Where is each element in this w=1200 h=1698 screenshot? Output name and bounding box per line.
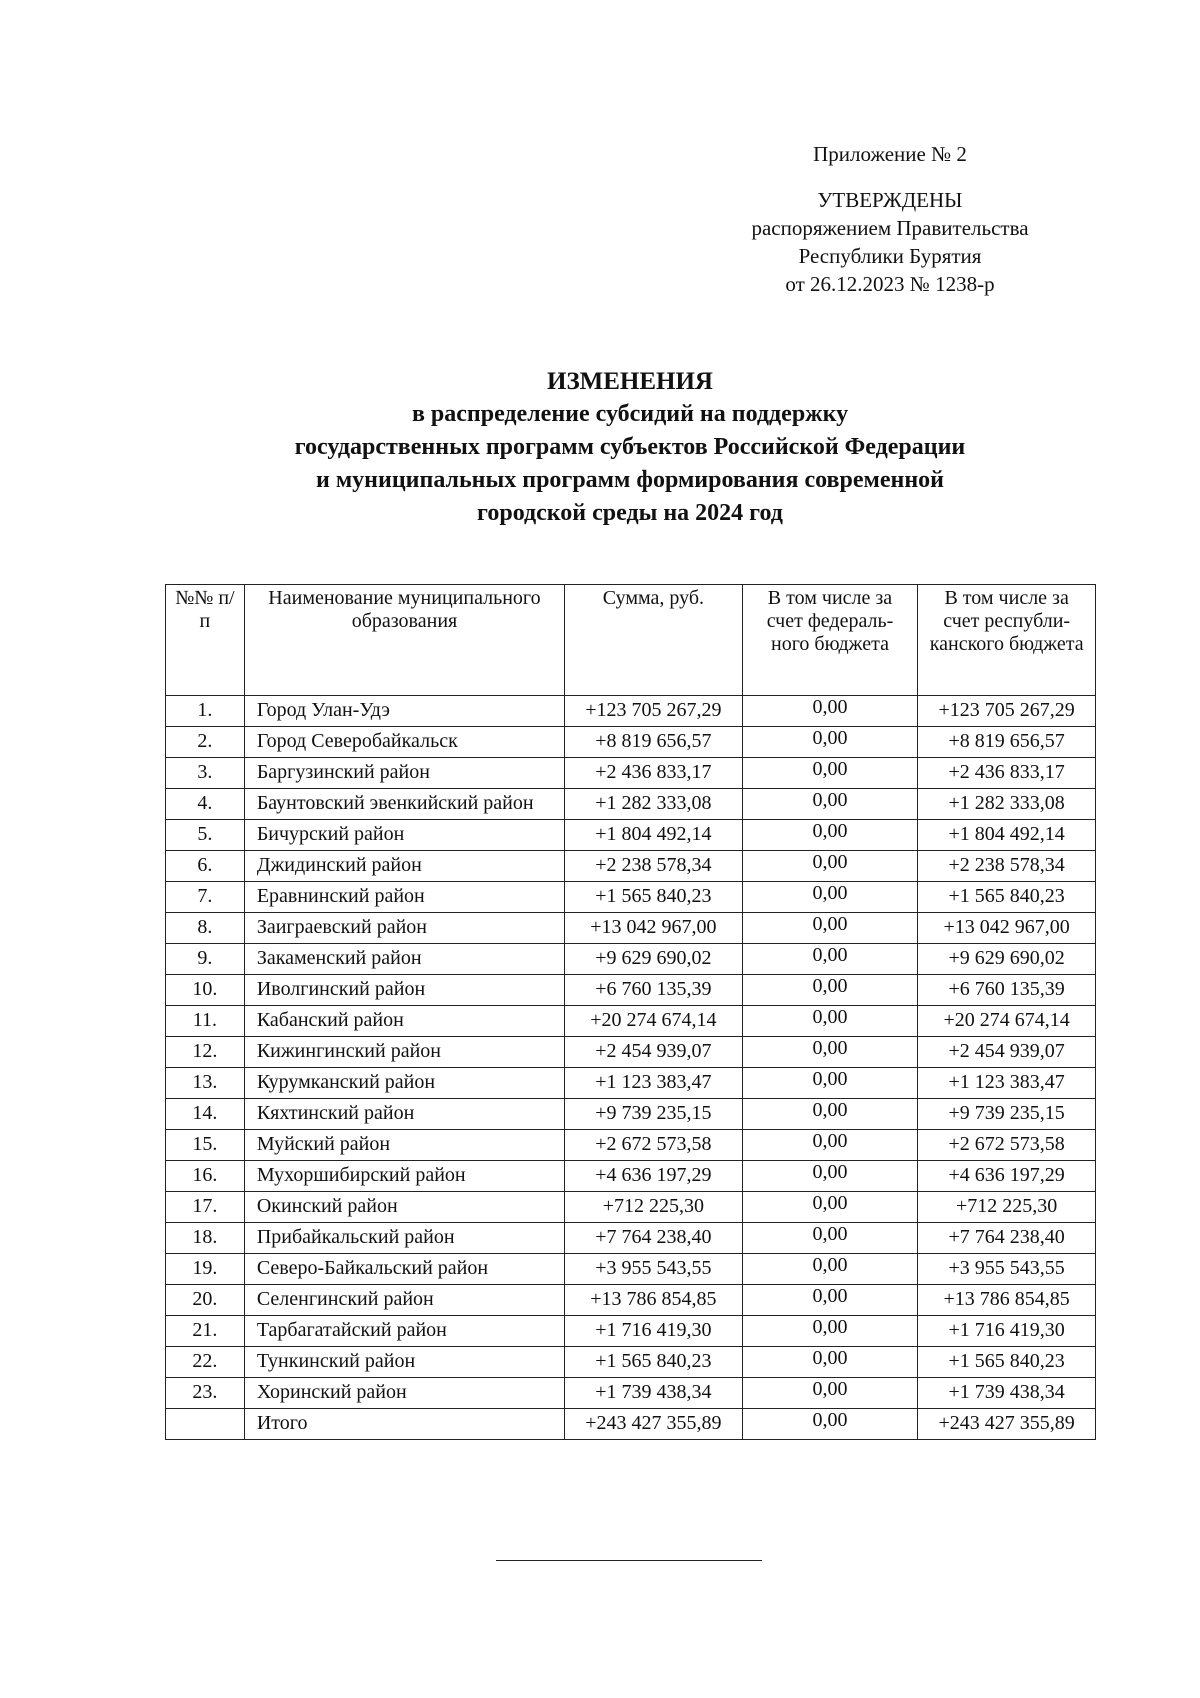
- cell-republic: +1 565 840,23: [918, 1347, 1096, 1378]
- cell-num: 1.: [166, 696, 245, 727]
- title-line-2: государственных программ субъектов Российской Федерации: [294, 434, 966, 460]
- approval-line-2: Республики Бурятия: [798, 244, 982, 268]
- cell-name: Итого: [244, 1409, 564, 1440]
- cell-federal: 0,00: [742, 882, 918, 913]
- cell-sum: +13 786 854,85: [565, 1285, 743, 1316]
- cell-federal: 0,00: [742, 1254, 918, 1285]
- cell-name: Мухоршибирский район: [244, 1161, 564, 1192]
- total-row: [166, 1409, 1096, 1440]
- cell-federal: 0,00: [742, 975, 918, 1006]
- cell-name: Город Северобайкальск: [244, 727, 564, 758]
- cell-federal: 0,00: [742, 1130, 918, 1161]
- cell-sum: +1 804 492,14: [565, 820, 743, 851]
- cell-sum: +1 565 840,23: [565, 1347, 743, 1378]
- cell-sum: +1 282 333,08: [565, 789, 743, 820]
- cell-federal: 0,00: [742, 1192, 918, 1223]
- cell-republic: +7 764 238,40: [918, 1223, 1096, 1254]
- title-line-4: городской среды на 2024 год: [477, 500, 783, 526]
- title-main: ИЗМЕНЕНИЯ: [547, 368, 713, 395]
- cell-name: Кабанский район: [244, 1006, 564, 1037]
- cell-num: 7.: [166, 882, 245, 913]
- cell-num: 6.: [166, 851, 245, 882]
- title-line-1: в распределение субсидий на поддержку: [411, 401, 849, 427]
- cell-republic: +243 427 355,89: [918, 1409, 1096, 1440]
- cell-name: Баунтовский эвенкийский район: [244, 789, 564, 820]
- table-row: [166, 820, 1096, 851]
- cell-sum: +712 225,30: [565, 1192, 743, 1223]
- cell-name: Кяхтинский район: [244, 1099, 564, 1130]
- subsidies-table: [165, 584, 1096, 1440]
- cell-num: 10.: [166, 975, 245, 1006]
- table-row: [166, 1254, 1096, 1285]
- cell-num: 2.: [166, 727, 245, 758]
- cell-republic: +1 739 438,34: [918, 1378, 1096, 1409]
- cell-federal: 0,00: [742, 913, 918, 944]
- table-row: [166, 1316, 1096, 1347]
- header-republic: В том числе за счет республи-канского бюджета: [918, 585, 1096, 696]
- cell-sum: +4 636 197,29: [565, 1161, 743, 1192]
- cell-num: 3.: [166, 758, 245, 789]
- table-header-row: [166, 585, 1096, 696]
- cell-sum: +2 454 939,07: [565, 1037, 743, 1068]
- table-row: [166, 1006, 1096, 1037]
- table-row: [166, 913, 1096, 944]
- table-row: [166, 1037, 1096, 1068]
- annex-label: Приложение № 2: [813, 142, 967, 166]
- cell-federal: 0,00: [742, 789, 918, 820]
- table-row: [166, 758, 1096, 789]
- approved-label: УТВЕРЖДЕНЫ: [817, 188, 963, 212]
- cell-republic: +13 786 854,85: [918, 1285, 1096, 1316]
- cell-name: Селенгинский район: [244, 1285, 564, 1316]
- cell-republic: +123 705 267,29: [918, 696, 1096, 727]
- cell-federal: 0,00: [742, 1409, 918, 1440]
- cell-num: 12.: [166, 1037, 245, 1068]
- cell-num: 23.: [166, 1378, 245, 1409]
- cell-federal: 0,00: [742, 1347, 918, 1378]
- cell-republic: +20 274 674,14: [918, 1006, 1096, 1037]
- cell-republic: +9 629 690,02: [918, 944, 1096, 975]
- cell-name: Муйский район: [244, 1130, 564, 1161]
- cell-sum: +2 238 578,34: [565, 851, 743, 882]
- cell-name: Закаменский район: [244, 944, 564, 975]
- cell-federal: 0,00: [742, 727, 918, 758]
- cell-sum: +2 436 833,17: [565, 758, 743, 789]
- table-body: [166, 696, 1096, 1440]
- table-row: [166, 975, 1096, 1006]
- cell-sum: +3 955 543,55: [565, 1254, 743, 1285]
- cell-federal: 0,00: [742, 1037, 918, 1068]
- cell-num: 9.: [166, 944, 245, 975]
- cell-sum: +2 672 573,58: [565, 1130, 743, 1161]
- cell-name: Джидинский район: [244, 851, 564, 882]
- cell-federal: 0,00: [742, 1006, 918, 1037]
- title-line-3: и муниципальных программ формирования современной: [316, 467, 944, 493]
- cell-sum: +1 565 840,23: [565, 882, 743, 913]
- table-row: [166, 1068, 1096, 1099]
- cell-republic: +2 436 833,17: [918, 758, 1096, 789]
- cell-federal: 0,00: [742, 758, 918, 789]
- header-sum: Сумма, руб.: [565, 585, 743, 696]
- cell-num: 19.: [166, 1254, 245, 1285]
- table-row: [166, 882, 1096, 913]
- cell-federal: 0,00: [742, 1378, 918, 1409]
- cell-name: Тункинский район: [244, 1347, 564, 1378]
- table-row: [166, 1161, 1096, 1192]
- cell-republic: +2 238 578,34: [918, 851, 1096, 882]
- cell-name: Курумканский район: [244, 1068, 564, 1099]
- table-row: [166, 944, 1096, 975]
- header-federal: В том числе за счет федераль-ного бюджета: [742, 585, 918, 696]
- cell-name: Бичурский район: [244, 820, 564, 851]
- cell-name: Тарбагатайский район: [244, 1316, 564, 1347]
- cell-federal: 0,00: [742, 851, 918, 882]
- cell-republic: +2 454 939,07: [918, 1037, 1096, 1068]
- cell-sum: +7 764 238,40: [565, 1223, 743, 1254]
- cell-sum: +1 716 419,30: [565, 1316, 743, 1347]
- footer-rule: [496, 1560, 762, 1561]
- table-row: [166, 1347, 1096, 1378]
- table-row: [166, 696, 1096, 727]
- cell-republic: +13 042 967,00: [918, 913, 1096, 944]
- cell-num: 5.: [166, 820, 245, 851]
- cell-sum: +8 819 656,57: [565, 727, 743, 758]
- cell-name: Кижингинский район: [244, 1037, 564, 1068]
- cell-name: Окинский район: [244, 1192, 564, 1223]
- cell-federal: 0,00: [742, 1285, 918, 1316]
- cell-num: [166, 1409, 245, 1440]
- cell-num: 16.: [166, 1161, 245, 1192]
- cell-name: Заиграевский район: [244, 913, 564, 944]
- cell-sum: +1 739 438,34: [565, 1378, 743, 1409]
- cell-federal: 0,00: [742, 820, 918, 851]
- table-row: [166, 1285, 1096, 1316]
- cell-num: 21.: [166, 1316, 245, 1347]
- table-row: [166, 1378, 1096, 1409]
- cell-republic: +1 282 333,08: [918, 789, 1096, 820]
- cell-name: Город Улан-Удэ: [244, 696, 564, 727]
- table-row: [166, 1223, 1096, 1254]
- cell-sum: +1 123 383,47: [565, 1068, 743, 1099]
- cell-sum: +6 760 135,39: [565, 975, 743, 1006]
- document-title: [0, 365, 1200, 530]
- approval-line-3: от 26.12.2023 № 1238-р: [785, 272, 995, 296]
- cell-federal: 0,00: [742, 1068, 918, 1099]
- cell-sum: +13 042 967,00: [565, 913, 743, 944]
- cell-sum: +9 629 690,02: [565, 944, 743, 975]
- cell-name: Баргузинский район: [244, 758, 564, 789]
- cell-num: 11.: [166, 1006, 245, 1037]
- table-row: [166, 851, 1096, 882]
- cell-federal: 0,00: [742, 1099, 918, 1130]
- cell-republic: +1 565 840,23: [918, 882, 1096, 913]
- cell-federal: 0,00: [742, 696, 918, 727]
- cell-num: 22.: [166, 1347, 245, 1378]
- cell-republic: +1 804 492,14: [918, 820, 1096, 851]
- cell-republic: +4 636 197,29: [918, 1161, 1096, 1192]
- cell-sum: +20 274 674,14: [565, 1006, 743, 1037]
- cell-num: 8.: [166, 913, 245, 944]
- cell-republic: +1 716 419,30: [918, 1316, 1096, 1347]
- table-row: [166, 1192, 1096, 1223]
- cell-num: 4.: [166, 789, 245, 820]
- cell-num: 15.: [166, 1130, 245, 1161]
- cell-num: 14.: [166, 1099, 245, 1130]
- cell-name: Еравнинский район: [244, 882, 564, 913]
- cell-name: Прибайкальский район: [244, 1223, 564, 1254]
- cell-num: 20.: [166, 1285, 245, 1316]
- cell-name: Северо-Байкальский район: [244, 1254, 564, 1285]
- cell-num: 17.: [166, 1192, 245, 1223]
- table-row: [166, 1130, 1096, 1161]
- cell-republic: +6 760 135,39: [918, 975, 1096, 1006]
- cell-republic: +9 739 235,15: [918, 1099, 1096, 1130]
- cell-federal: 0,00: [742, 1316, 918, 1347]
- cell-num: 13.: [166, 1068, 245, 1099]
- cell-republic: +1 123 383,47: [918, 1068, 1096, 1099]
- cell-republic: +8 819 656,57: [918, 727, 1096, 758]
- table-row: [166, 789, 1096, 820]
- cell-federal: 0,00: [742, 944, 918, 975]
- cell-federal: 0,00: [742, 1161, 918, 1192]
- cell-name: Иволгинский район: [244, 975, 564, 1006]
- cell-num: 18.: [166, 1223, 245, 1254]
- table-row: [166, 727, 1096, 758]
- cell-republic: +2 672 573,58: [918, 1130, 1096, 1161]
- table-row: [166, 1099, 1096, 1130]
- cell-republic: +712 225,30: [918, 1192, 1096, 1223]
- cell-sum: +243 427 355,89: [565, 1409, 743, 1440]
- header-num: №№ п/п: [166, 585, 245, 696]
- header-name: Наименование муниципального образования: [244, 585, 564, 696]
- approval-line-1: распоряжением Правительства: [751, 216, 1029, 240]
- approval-block: [720, 140, 1060, 298]
- cell-federal: 0,00: [742, 1223, 918, 1254]
- cell-republic: +3 955 543,55: [918, 1254, 1096, 1285]
- cell-name: Хоринский район: [244, 1378, 564, 1409]
- cell-sum: +9 739 235,15: [565, 1099, 743, 1130]
- cell-sum: +123 705 267,29: [565, 696, 743, 727]
